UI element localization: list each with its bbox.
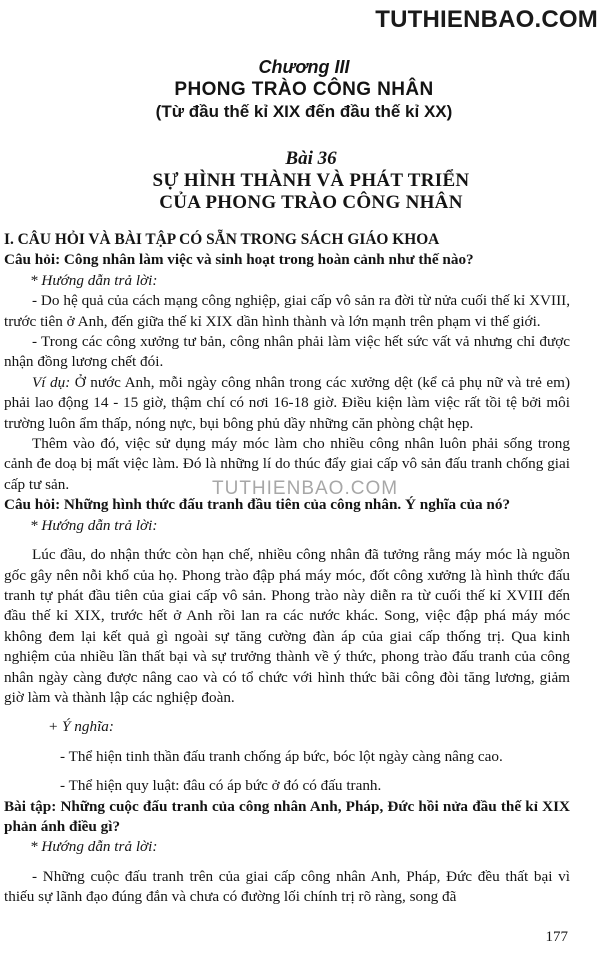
meaning-label: + Ý nghĩa:	[48, 718, 114, 736]
spacer	[4, 858, 570, 867]
answer-guide-label: * Hướng dẫn trả lời:	[30, 838, 158, 856]
question-1: Câu hỏi: Công nhân làm việc và sinh hoạt trong hoàn cảnh như thế nào?	[4, 251, 474, 269]
meaning-item: - Thể hiện tinh thần đấu tranh chống áp bức, bóc lột ngày càng nâng cao.	[60, 747, 503, 765]
page-number: 177	[545, 929, 568, 945]
lesson-number: Bài 36	[285, 148, 337, 169]
example-text: Ở nước Anh, mỗi ngày công nhân trong các xưởng dệt (kể cả phụ nữ và trẻ em) phải lao động 14 - 15 giờ, thậm chí có nơi 16-18 giờ. Điều kiện làm việc rất tồi tệ bởi môi trường luôn ẩm thấp, nóng nực, bụi bông phủ dầy những căn phòng chật hẹp.	[4, 373, 570, 432]
lesson-title-line-1: SỰ HÌNH THÀNH VÀ PHÁT TRIỂN	[152, 170, 470, 191]
spacer	[4, 738, 570, 747]
answer-guide-label: * Hướng dẫn trả lời:	[30, 271, 158, 289]
answer-guide-label: * Hướng dẫn trả lời:	[30, 516, 158, 534]
paragraph: - Những cuộc đấu tranh trên của giai cấp công nhân Anh, Pháp, Đức đều thất bại vì thiếu sự lãnh đạo đúng đắn và chưa có đường lối chính trị rõ ràng, song đã	[4, 867, 570, 906]
chapter-label: Chương III	[258, 57, 350, 77]
chapter-title: PHONG TRÀO CÔNG NHÂN	[174, 79, 434, 100]
paragraph: - Do hệ quả của cách mạng công nghiệp, giai cấp vô sản ra đời từ nửa cuối thế kỉ XVIII, trước tiên ở Anh, đến giữa thế kỉ XIX dần hình thành và lớn mạnh trên phạm vi thế giới.	[4, 292, 570, 330]
paragraph: Thêm vào đó, việc sử dụng máy móc làm cho nhiều công nhân luôn phải sống trong cảnh đe doạ bị mất việc làm. Đó là những lí do thúc đẩy giai cấp vô sản đấu tranh chống giai cấp tư sản.	[4, 435, 570, 493]
meaning-item: - Thể hiện quy luật: đâu có áp bức ở đó có đấu tranh.	[60, 777, 382, 795]
exercise: Bài tập: Những cuộc đấu tranh của công nhân Anh, Pháp, Đức hồi nửa đầu thế kỉ XIX phản ánh điều gì?	[4, 797, 570, 835]
paragraph: - Trong các công xưởng tư bản, công nhân phải làm việc hết sức vất vả nhưng chỉ được nhận đồng lương chết đói.	[4, 333, 570, 371]
chapter-subtitle: (Từ đầu thế kỉ XIX đến đầu thế kỉ XX)	[155, 102, 453, 121]
paragraph: Lúc đầu, do nhận thức còn hạn chế, nhiều công nhân đã tưởng rằng máy móc là nguồn gốc gây nên nỗi khổ của họ. Phong trào đập phá máy móc, đốt công xưởng là hình thức đấu tranh tự phát đầu tiên của giai cấp vô sản. Phong trào này diễn ra từ cuối thế kỉ XVIII đến đầu thế kỉ XIX, trước hết ở Anh rồi lan ra các nước khác. Song, việc đập phá máy móc không đem lại kết quả gì ngoài sự tăng cường đàn áp của giai cấp thống trị. Qua kinh nghiệm của nhiều lần thất bại và sự trưởng thành về ý thức, phong trào đấu tranh của công nhân ngày càng được nâng cao và có tổ chức với hình thức bãi công đòi tăng lương, giảm giờ làm và thành lập các nghiệp đoàn.	[4, 546, 570, 706]
section-heading: I. CÂU HỎI VÀ BÀI TẬP CÓ SẴN TRONG SÁCH GIÁO KHOA	[4, 231, 440, 248]
lesson-header	[0, 148, 608, 214]
spacer	[4, 536, 570, 545]
chapter-header	[0, 56, 608, 123]
site-logo-text: TUTHIENBAO.COM	[375, 6, 598, 33]
watermark-text: TUTHIENBAO.COM	[212, 478, 399, 499]
paragraph-example	[4, 373, 570, 434]
page-body	[4, 230, 570, 908]
lesson-title-line-2: CỦA PHONG TRÀO CÔNG NHÂN	[159, 192, 463, 213]
question-2: Câu hỏi: Những hình thức đấu tranh đầu tiên của công nhân. Ý nghĩa của nó?	[4, 496, 511, 514]
example-lead: Ví dụ:	[32, 373, 71, 391]
spacer	[4, 767, 570, 776]
spacer	[4, 708, 570, 717]
